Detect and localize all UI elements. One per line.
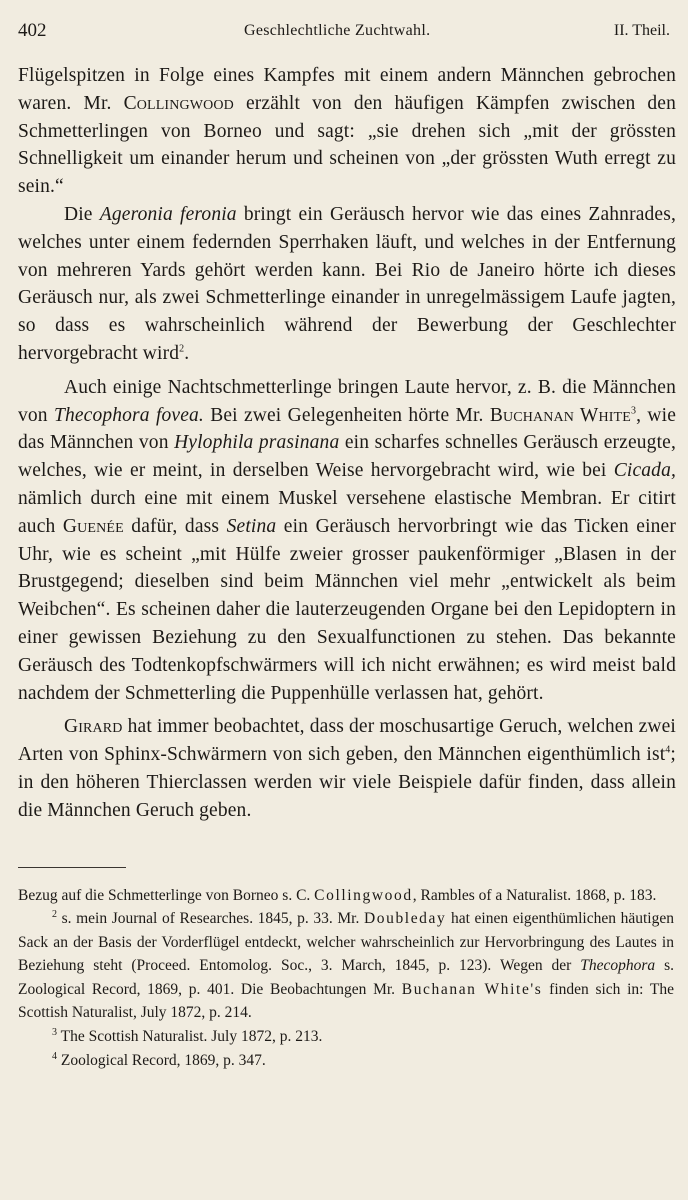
running-title: Geschlechtliche Zuchtwahl.	[244, 22, 431, 39]
footnote-2: $^2$ s. mein Journal of Researches. 1845, p. 33. Mr. Doubleday hat einen eigenthümlichen häutigen Sack an der Basis der Vorderflügel entdeckt, welcher wahrscheinlich zur Hervorbringung des Lautes in Beziehung steht (Proceed. Entomolog. Soc., 3. March, 1845, p. 123). Wegen der Thecophora s. Zoological Record, 1869, p. 401. Die Beobachtungen Mr. Buchanan White's finden sich in: The Scottish Naturalist, July 1872, p. 214.	[18, 908, 674, 1022]
paragraph-4: Girard hat immer beobachtet, dass der moschusartige Geruch, welchen zwei Arten von Sphinx-Schwärmern von sich geben, den Männchen eigenthümlich ist$^4$; in den höheren Thierclassen werden wir viele Beispiele dafür finden, dass allein die Männchen Geruch geben.	[18, 716, 676, 821]
paragraph-2: Die Ageronia feronia bringt ein Geräusch hervor wie das eines Zahnrades, welches unter einem federnden Sperrhaken läuft, und welches in der Entfernung von mehreren Yards gehört werden kann. Bei Rio de Janeiro hörte ich dieses Geräusch nur, als zwei Schmetterlinge einander in unregelmässigem Laufe jagten, so dass es wahrscheinlich während der Bewerbung der Geschlechter hervorgebracht wird$^2$.	[18, 203, 676, 364]
footnote-1: Bezug auf die Schmetterlinge von Borneo s. C. Collingwood, Rambles of a Naturalist. 1868, p. 183.	[18, 886, 657, 904]
page-header	[18, 18, 676, 48]
main-text	[18, 62, 676, 825]
page-number: 402	[18, 20, 47, 41]
paragraph-3: Auch einige Nachtschmetterlinge bringen Laute hervor, z. B. die Männchen von Thecophora fovea. Bei zwei Gelegenheiten hörte Mr. Buchanan White$^3$, wie das Männchen von Hylophila prasinana ein scharfes schnelles Geräusch erzeugte, welches, wie er meint, in derselben Weise hervorgebracht wird, wie bei Cicada, nämlich durch eine mit einem Muskel versehene elastische Membran. Er citirt auch Guenée dafür, dass Setina ein Geräusch hervorbringt wie das Ticken einer Uhr, wie es scheint „mit Hülfe zweier grosser paukenförmiger „Blasen in der Brustgegend; dieselben sind beim Männchen viel mehr „entwickelt als beim Weibchen“. Es scheinen daher die lauterzeugenden Organe bei den Lepidoptern in einer gewissen Beziehung zu den Sexualfunctionen zu stehen. Das bekannte Geräusch des Todtenkopfschwärmers will ich nicht erwähnen; es wird meist bald nachdem der Schmetterling die Puppenhülle verlassen hat, gehört.	[18, 376, 676, 704]
genus-name: Setina	[226, 515, 277, 537]
footnote-4: $^4$ Zoological Record, 1869, p. 347.	[52, 1050, 266, 1069]
footnote-ref: 3	[630, 405, 637, 417]
footnote-divider	[18, 867, 126, 868]
footnotes	[18, 884, 676, 1073]
footnote-ref: 4	[665, 744, 671, 756]
author-name: Collingwood	[123, 92, 234, 114]
genus-name: Cicada,	[613, 460, 676, 482]
species-name: Ageronia feronia	[99, 203, 237, 225]
author-name: Guenée	[62, 515, 124, 537]
footnote-3: $^3$ The Scottish Naturalist. July 1872, p. 213.	[52, 1026, 323, 1046]
species-name: Thecophora fovea.	[53, 404, 204, 426]
footnote-ref: 2	[179, 343, 185, 355]
species-name: Hylophila prasinana	[174, 432, 340, 454]
part-label: II. Theil.	[613, 22, 670, 39]
paragraph-1: Flügelspitzen in Folge eines Kampfes mit einem andern Männchen gebrochen waren. Mr. Collingwood erzählt von den häufigen Kämpfen zwischen den Schmetterlingen von Borneo und sagt: „sie drehen sich „mit der grössten Schnelligkeit um einander herum und scheinen von „der grössten Wuth erregt zu sein.“	[18, 65, 676, 198]
author-name: Buchanan White	[489, 404, 631, 426]
author-name: Girard	[64, 716, 123, 738]
